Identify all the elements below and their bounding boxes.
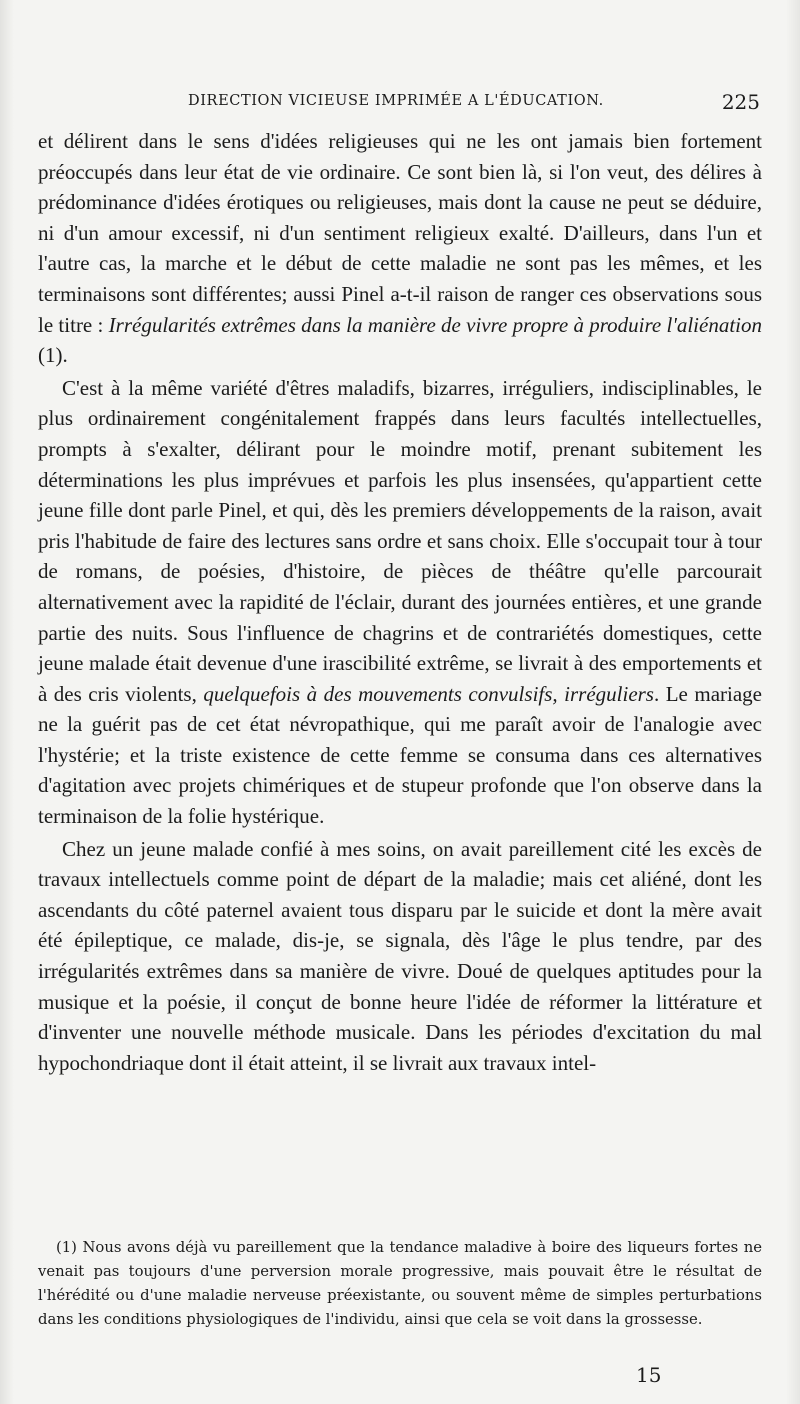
paragraph — [38, 126, 762, 371]
running-header — [38, 90, 760, 117]
signature-mark: 15 — [636, 1363, 662, 1387]
paragraph-text: Chez un jeune malade confié à mes soins, on avait pareillement cité les excès de travaux intellectuels comme point de départ de la maladie; mais cet aliéné, dont les ascendants du côté paternel avaient tous disparu par le suicide et dont la mère avait été épileptique, ce malade, dis-je, se signala, dès l'âge le plus tendre, par des irrégularités extrêmes dans sa manière de vivre. Doué de quelques aptitudes pour la musique et la poésie, il conçut de bonne heure l'idée de réformer la littérature et d'inventer une nouvelle méthode musicale. Dans les périodes d'excitation du mal hypochondriaque dont il était atteint, il se livrait aux travaux intel- — [38, 836, 762, 1075]
footnote-reference: (1). — [38, 343, 68, 368]
italic-title: Irrégularités extrêmes dans la manière de vivre propre à produire l'aliénation — [108, 312, 762, 337]
footnotes — [38, 1236, 762, 1332]
paragraph-text: C'est à la même variété d'êtres maladifs, bizarres, irréguliers, indisciplinables, le plus ordinairement congénitalement frappés dans leurs facultés intellectuelles, prompts à s'exalter, délirant pour le moindre motif, prenant subitement les déterminations les plus imprévues et parfois les plus insensées, qu'appartient cette jeune fille dont parle Pinel, et qui, dès les premiers développements de la raison, avait pris l'habitude de faire des lectures sans ordre et sans choix. Elle s'occupait tour à tour de romans, de poésies, d'histoire, de pièces de théâtre qu'elle parcourait alternativement avec la rapidité de l'éclair, durant des journées entières, et une grande partie des nuits. Sous l'influence de chagrins et de contrariétés domestiques, cette jeune malade était devenue d'une irascibilité extrême, se livrait à des emportements et à des cris violents, — [38, 375, 762, 706]
page-number: 225 — [721, 90, 760, 114]
paragraph-text: et délirent dans le sens d'idées religieuses qui ne les ont jamais bien fortement préoccupés dans leur état de vie ordinaire. Ce sont bien là, si l'on veut, des délires à prédominance d'idées érotiques ou religieuses, mais dont la cause ne peut se déduire, ni d'un amour excessif, ni d'un sentiment religieux exalté. D'ailleurs, dans l'un et l'autre cas, la marche et le début de cette maladie ne sont pas les mêmes, et les terminaisons sont différentes; aussi Pinel a-t-il raison de ranger ces observations sous le titre : — [38, 129, 762, 337]
paragraph — [38, 834, 762, 1079]
main-text — [38, 126, 762, 1078]
paragraph-text: . Le mariage ne la guérit pas de cet état névropathique, qui me paraît avoir de l'analogie avec l'hystérie; et la triste existence de cette femme se consuma dans ces alternatives d'agitation avec projets chimériques et de stupeur profonde que l'on observe dans la terminaison de la folie hystérique. — [38, 681, 762, 829]
running-title: DIRECTION VICIEUSE IMPRIMÉE A L'ÉDUCATION. — [188, 93, 604, 109]
paragraph — [38, 373, 762, 832]
footnote: (1) Nous avons déjà vu pareillement que la tendance maladive à boire des liqueurs fortes ne venait pas toujours d'une perversion morale progressive, mais pouvait être le résultat de l'hérédité ou d'une maladie nerveuse préexistante, ou souvent même de simples perturbations dans les conditions physiologiques de l'individu, ainsi que cela se voit dans la grossesse. — [38, 1239, 762, 1328]
italic-phrase: quelquefois à des mouvements convulsifs, irréguliers — [203, 681, 654, 706]
